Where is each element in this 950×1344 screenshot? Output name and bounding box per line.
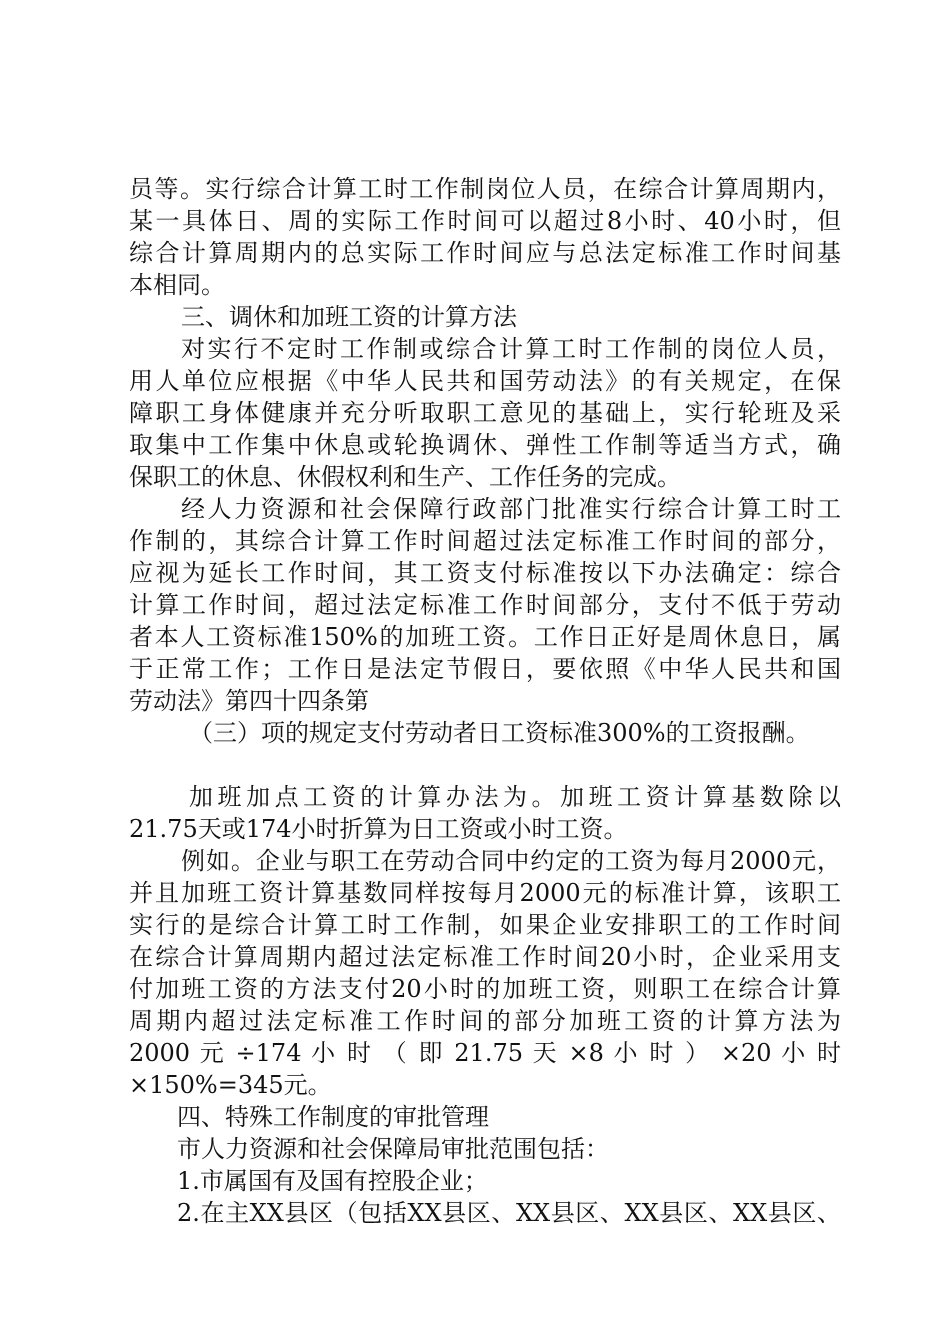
text-line: 障职工身体健康并充分听取职工意见的基础上，实行轮班及采 <box>129 399 841 427</box>
section-heading: 三、调休和加班工资的计算方法 <box>181 303 517 331</box>
text-line: 员等。实行综合计算工时工作制岗位人员，在综合计算周期内， <box>129 175 841 203</box>
text-line: 应视为延长工作时间，其工资支付标准按以下办法确定：综合 <box>129 559 841 587</box>
text-line: 综合计算周期内的总实际工作时间应与总法定标准工作时间基 <box>129 239 841 267</box>
text-line: （三）项的规定支付劳动者日工资标准300%的工资报酬。 <box>189 719 810 747</box>
text-line: 于正常工作；工作日是法定节假日，要依照《中华人民共和国 <box>129 655 841 683</box>
text-line: 21.75天或174小时折算为日工资或小时工资。 <box>129 815 628 843</box>
paragraph-first-line: 例如。企业与职工在劳动合同中约定的工资为每月2000元， <box>181 847 841 875</box>
text-line: 作制的，其综合计算工作时间超过法定标准工作时间的部分， <box>129 527 841 555</box>
text-line: 周期内超过法定标准工作时间的部分加班工资的计算方法为 <box>129 1007 841 1035</box>
text-line: 2000 元 ÷174 小 时 （ 即 21.75 天 ×8 小 时 ） ×20 小 时 <box>129 1039 841 1067</box>
text-line: 并且加班工资计算基数同样按每月2000元的标准计算，该职工 <box>129 879 841 907</box>
text-line: 保职工的休息、休假权利和生产、工作任务的完成。 <box>129 463 681 491</box>
text-line: 某一具体日、周的实际工作时间可以超过8小时、40小时，但 <box>129 207 841 235</box>
list-item: 2.在主XX县区（包括XX县区、XX县区、XX县区、XX县区、 <box>177 1199 841 1227</box>
text-line: 者本人工资标准150%的加班工资。工作日正好是周休息日，属 <box>129 623 841 651</box>
text-line: 本相同。 <box>129 271 225 299</box>
text-line: 劳动法》第四十四条第 <box>129 687 369 715</box>
section-heading: 四、特殊工作制度的审批管理 <box>177 1103 489 1131</box>
paragraph-first-line: 对实行不定时工作制或综合计算工时工作制的岗位人员， <box>181 335 841 363</box>
list-item: 1.市属国有及国有控股企业； <box>177 1167 488 1195</box>
text-line: 市人力资源和社会保障局审批范围包括： <box>177 1135 609 1163</box>
text-line: 付加班工资的方法支付20小时的加班工资，则职工在综合计算 <box>129 975 841 1003</box>
text-line: 实行的是综合计算工时工作制，如果企业安排职工的工作时间 <box>129 911 841 939</box>
paragraph-first-line: 经人力资源和社会保障行政部门批准实行综合计算工时工 <box>181 495 841 523</box>
text-line: 在综合计算周期内超过法定标准工作时间20小时，企业采用支 <box>129 943 841 971</box>
paragraph-first-line: 加班加点工资的计算办法为。加班工资计算基数除以 <box>189 783 841 811</box>
text-line: 计算工作时间，超过法定标准工作时间部分，支付不低于劳动 <box>129 591 841 619</box>
text-line: ×150%=345元。 <box>129 1071 332 1099</box>
text-line: 取集中工作集中休息或轮换调休、弹性工作制等适当方式，确 <box>129 431 841 459</box>
text-line: 用人单位应根据《中华人民共和国劳动法》的有关规定，在保 <box>129 367 841 395</box>
